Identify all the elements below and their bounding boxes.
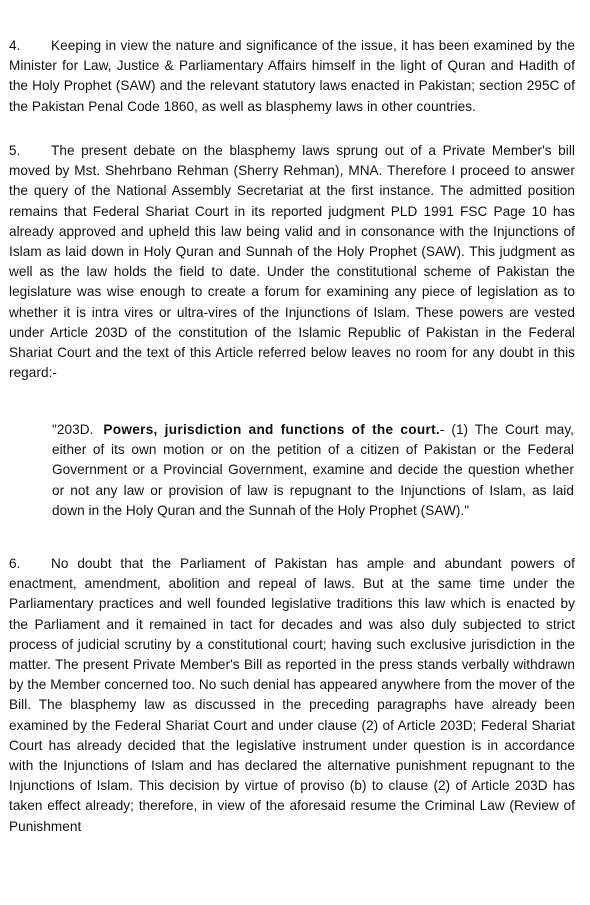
paragraph-number: 6. bbox=[9, 556, 21, 571]
article-203d-quote bbox=[52, 420, 574, 521]
paragraph-6 bbox=[9, 554, 575, 837]
paragraph-number: 4. bbox=[9, 38, 21, 53]
paragraph-number: 5. bbox=[9, 143, 21, 158]
paragraph-5 bbox=[9, 141, 575, 383]
quote-text: - (1) The Court may, either of its own motion or on the petition of a citizen of Pakistan or the Federal Government or a Provincial Government, examine and decide the question whether or not any law or provision of law is repugnant to the Injunctions of Islam, as laid down in the Holy Quran and the Sunnah of the Holy Prophet (SAW)." bbox=[52, 422, 574, 518]
paragraph-text: The present debate on the blasphemy laws sprung out of a Private Member's bill moved by Mst. Shehrbano Rehman (Sherry Rehman), MNA. Therefore I proceed to answer the query of the National Assembly Secretariat at the first instance. The admitted position remains that Federal Shariat Court in its reported judgment PLD 1991 FSC Page 10 has already approved and upheld this law being valid and in consonance with the Injunctions of Islam as laid down in Holy Quran and Sunnah of the Holy Prophet (SAW). This judgment as well as the law holds the field to date. Under the constitutional scheme of Pakistan the legislature was wise enough to create a forum for examining any piece of legislation as to whether it is intra vires or ultra-vires of the Injunctions of Islam. These powers are vested under Article 203D of the constitution of the Islamic Republic of Pakistan in the Federal Shariat Court and the text of this Article referred below leaves no room for any doubt in this regard:- bbox=[9, 143, 575, 381]
paragraph-text: Keeping in view the nature and significance of the issue, it has been examined by the Minister for Law, Justice & Parliamentary Affairs himself in the light of Quran and Hadith of the Holy Prophet (SAW) and the relevant statutory laws enacted in Pakistan; section 295C of the Pakistan Penal Code 1860, as well as blasphemy laws in other countries. bbox=[9, 38, 575, 114]
paragraph-4 bbox=[9, 36, 575, 117]
quote-heading: Powers, jurisdiction and functions of the court. bbox=[103, 422, 440, 437]
paragraph-text: No doubt that the Parliament of Pakistan has ample and abundant powers of enactment, amendment, abolition and repeal of laws. But at the same time under the Parliamentary practices and well founded legislative traditions this law which is enacted by the Parliament and it remained in tact for decades and was also duly subjected to strict process of judicial scrutiny by a constitutional court; having such exclusive jurisdiction in the matter. The present Private Member's Bill as reported in the press stands verbally withdrawn by the Member concerned too. No such denial has appeared anywhere from the mover of the Bill. The blasphemy law as discussed in the preceding paragraphs have already been examined by the Federal Shariat Court and under clause (2) of Article 203D; Federal Shariat Court has already decided that the legislative instrument under question is in accordance with the Injunctions of Islam and has declared the alternative punishment repugnant to the Injunctions of Islam. This decision by virtue of proviso (b) to clause (2) of Article 203D has taken effect already; therefore, in view of the aforesaid resume the Criminal Law (Review of Punishment bbox=[9, 556, 575, 834]
quote-article-number: "203D. bbox=[52, 422, 94, 437]
